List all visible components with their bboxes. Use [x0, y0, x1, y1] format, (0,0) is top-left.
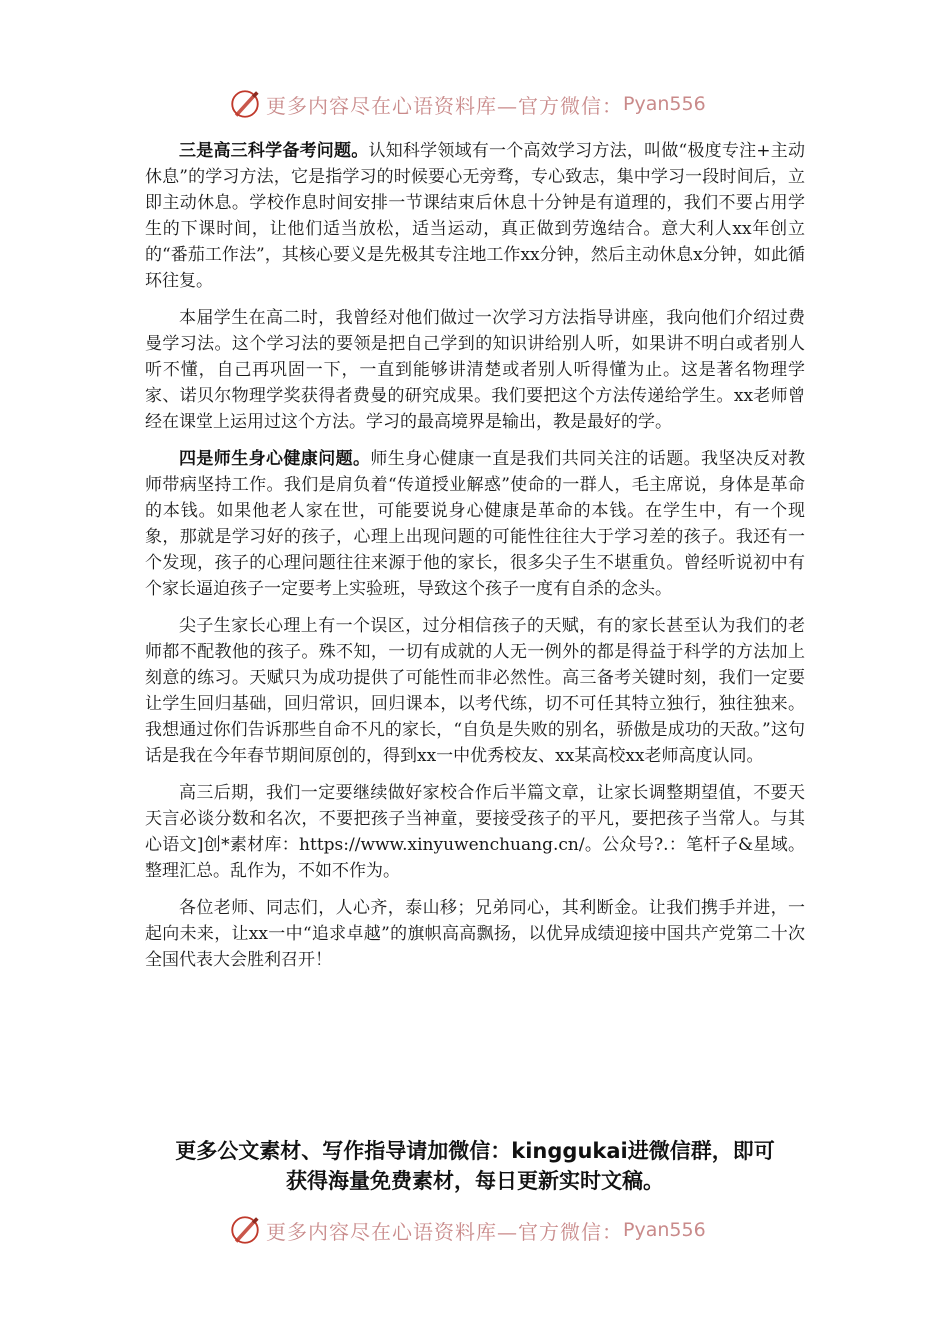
paragraph-text: 认知科学领域有一个高效学习方法，叫做“极度专注+主动休息”的学习方法，它是指学习的时候要心无旁骛，专心致志，集中学习一段时间后，立即主动休息。学校作息时间安排一节课结束后休息十分钟是有道理的，我们不要占用学生的下课时间，让他们适当放松，适当运动，真正做到劳逸结合。意大利人xx年创立的“番茄工作法”，其核心要义是先极其专注地工作xx分钟，然后主动休息x分钟，如此循环往复。: [145, 141, 806, 291]
paragraph-text: 本届学生在高二时，我曾经对他们做过一次学习方法指导讲座，我向他们介绍过费曼学习法。这个学习法的要领是把自己学到的知识讲给别人听，如果讲不明白或者别人听不懂，自己再巩固一下，一直到能够讲清楚或者别人听得懂为止。这是著名物理学家、诺贝尔物理学奖获得者费曼的研究成果。我们要把这个方法传递给学生。xx老师曾经在课堂上运用过这个方法。学习的最高境界是输出，教是最好的学。: [145, 308, 805, 432]
watermark-handle: Pyan556: [623, 93, 706, 115]
pen-logo-icon: [228, 87, 262, 121]
paragraph: [145, 138, 805, 294]
paragraph: [145, 305, 805, 435]
watermark-handle: Pyan556: [623, 1219, 706, 1241]
watermark-text: 更多内容尽在心语资料库—官方微信：: [266, 93, 623, 118]
paragraph: [145, 613, 805, 769]
paragraph: [145, 895, 805, 973]
section-heading: 四是师生身心健康问题。: [179, 449, 371, 469]
section-heading: 三是高三科学备考问题。: [179, 141, 369, 161]
footer-line-1: 更多公文素材、写作指导请加微信：kinggukai进微信群，即可: [175, 1139, 775, 1163]
watermark-footer: [228, 1210, 748, 1250]
article-body: [145, 138, 805, 984]
pen-logo-icon: [228, 1213, 262, 1247]
paragraph-text: 师生身心健康一直是我们共同关注的话题。我坚决反对教师带病坚持工作。我们是肩负着“传道授业解惑”使命的一群人，毛主席说，身体是革命的本钱。如果他老人家在世，可能要说身心健康是革命的本钱。在学生中，有一个现象，那就是学习好的孩子，心理上出现问题的可能性往往大于学习差的孩子。我还有一个发现，孩子的心理问题往往来源于他的家长，很多尖子生不堪重负。曾经听说初中有个家长逼迫孩子一定要考上实验班，导致这个孩子一度有自杀的念头。: [145, 449, 806, 599]
paragraph-text: 高三后期，我们一定要继续做好家校合作后半篇文章，让家长调整期望值，不要天天言必谈分数和名次，不要把孩子当神童，要接受孩子的平凡，要把孩子当常人。与其心语文]创*素材库：https://www.xinyuwenchuang.cn/。公众号?.：笔杆子&星域。整理汇总。乱作为，不如不作为。: [145, 783, 805, 881]
footer-promo: [140, 1136, 810, 1196]
paragraph-text: 尖子生家长心理上有一个误区，过分相信孩子的天赋，有的家长甚至认为我们的老师都不配教他的孩子。殊不知，一切有成就的人无一例外的都是得益于科学的方法加上刻意的练习。天赋只为成功提供了可能性而非必然性。高三备考关键时刻，我们一定要让学生回归基础，回归常识，回归课本，以考代练，切不可任其特立独行，独往独来。我想通过你们告诉那些自命不凡的家长，“自负是失败的别名，骄傲是成功的天敌。”这句话是我在今年春节期间原创的，得到xx一中优秀校友、xx某高校xx老师高度认同。: [145, 616, 805, 766]
paragraph-text: 各位老师、同志们，人心齐，泰山移；兄弟同心，其利断金。让我们携手并进，一起向未来，让xx一中“追求卓越”的旗帜高高飘扬，以优异成绩迎接中国共产党第二十次全国代表大会胜利召开！: [145, 898, 805, 970]
paragraph: [145, 780, 805, 884]
paragraph: [145, 446, 805, 602]
footer-line-2: 获得海量免费素材，每日更新实时文稿。: [286, 1169, 664, 1193]
watermark-header: [228, 84, 748, 124]
watermark-text: 更多内容尽在心语资料库—官方微信：: [266, 1219, 623, 1244]
